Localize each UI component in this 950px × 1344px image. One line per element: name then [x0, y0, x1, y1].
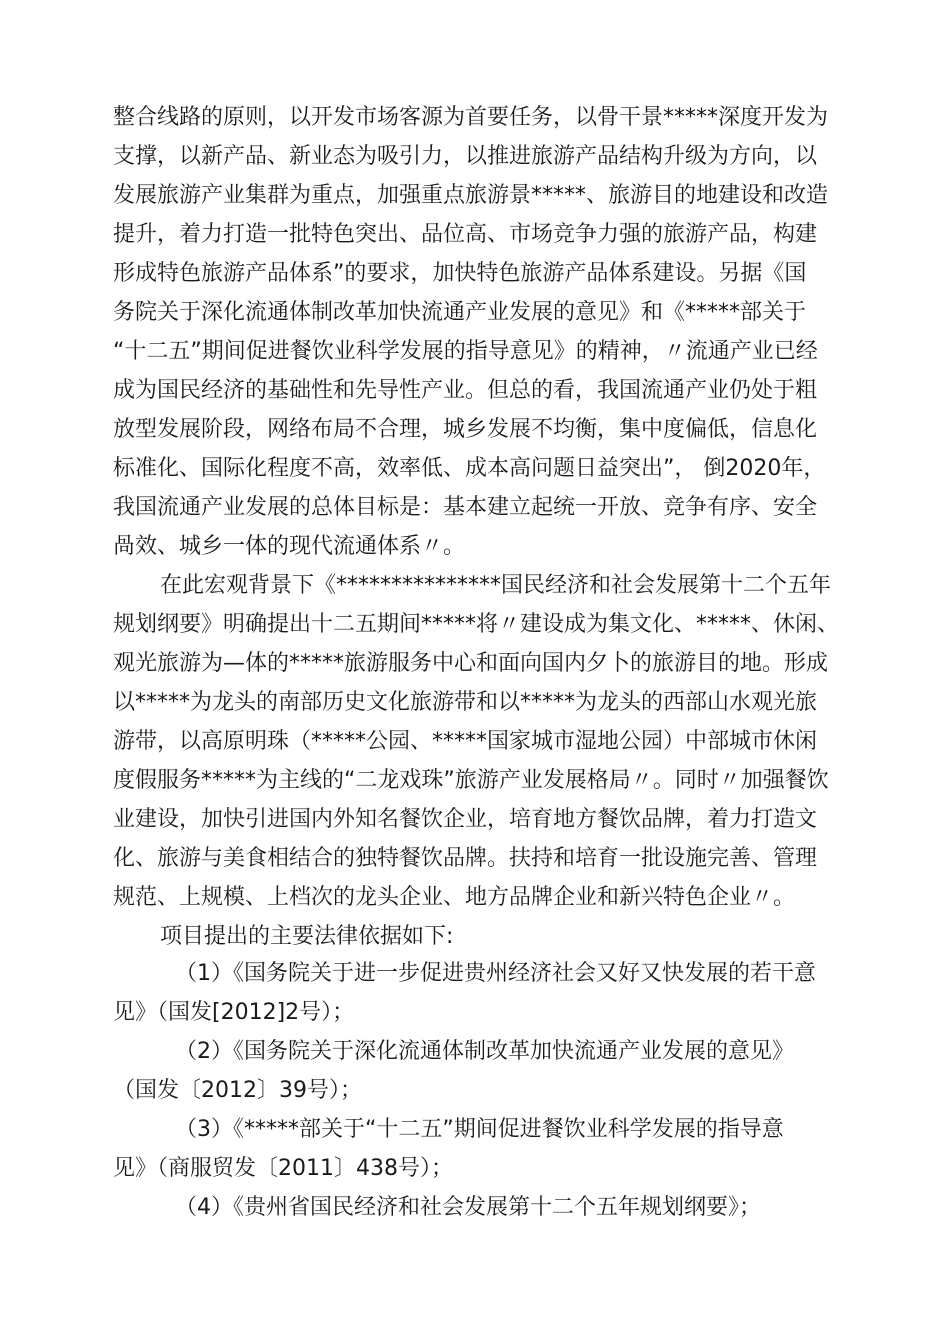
list-item-continuation: 见》（商服贸发〔2011〕438号）； [113, 1156, 453, 1181]
text-line: “十二五”期间促进餐饮业科学发展的指导意见》的精神，〃流通产业已经 [113, 339, 818, 364]
text-line: 务院关于深化流通体制改革加快流通产业发展的意见》和《*****部关于 [113, 300, 807, 325]
text-line: 以*****为龙头的南部历史文化旅游带和以*****为龙头的西部山水观光旅 [113, 690, 818, 715]
text-line: 整合线路的原则，以开发市场客源为首要任务，以骨干景*****深度开发为 [113, 105, 829, 130]
text-line: 度假服务*****为主线的“二龙戏珠”旅游产业发展格局〃。同时〃加强餐饮 [113, 768, 829, 793]
text-line: 形成特色旅游产品体系”的要求，加快特色旅游产品体系建设。另据《国 [113, 261, 807, 286]
text-line: 化、旅游与美食相结合的独特餐饮品牌。扶持和培育一批设施完善、管理 [113, 846, 818, 871]
text-line: 游带，以高原明珠（*****公园、*****国家城市湿地公园）中部城市休闲 [113, 729, 818, 754]
list-item: （1）《国务院关于进一步促进贵州经济社会又好又快发展的若干意 [175, 961, 816, 986]
text-line: 业建设，加快引进国内外知名餐饮企业，培育地方餐饮品牌，着力打造文 [113, 807, 818, 832]
list-item: （2）《国务院关于深化流通体制改革加快流通产业发展的意见》 [175, 1039, 794, 1064]
list-item: （3）《*****部关于“十二五”期间促进餐饮业科学发展的指导意 [175, 1117, 784, 1142]
list-intro: 项目提出的主要法律依据如下: [160, 924, 454, 949]
text-line: 观光旅游为—体的*****旅游服务中心和面向国内夕卜的旅游目的地。形成 [113, 651, 829, 676]
text-line: 规范、上规模、上档次的龙头企业、地方品牌企业和新兴特色企业〃。 [113, 885, 796, 910]
paragraph-first-line: 在此宏观背景下《***************国民经济和社会发展第十二个五年 [160, 573, 832, 598]
text-line: 我国流通产业发展的总体目标是：基本建立起统一开放、竞争有序、安全 [113, 495, 818, 520]
list-item-continuation: 见》（国发[2012]2号）； [113, 1000, 355, 1025]
text-line: 支撑，以新产品、新业态为吸引力，以推进旅游产品结构升级为方向，以 [113, 144, 818, 169]
text-line: 提升，着力打造一批特色突出、品位高、市场竞争力强的旅游产品，构建 [113, 222, 818, 247]
text-line: 发展旅游产业集群为重点，加强重点旅游景*****、旅游目的地建设和改造 [113, 183, 829, 208]
text-line: 放型发展阶段，网络布局不合理，城乡发展不均衡，集中度偏低，信息化 [113, 417, 818, 442]
list-item-continuation: （国发〔2012〕39号）； [113, 1078, 362, 1103]
text-line: 规划纲要》明确提出十二五期间*****将〃建设成为集文化、*****、休闲、 [113, 612, 840, 637]
list-item: （4）《贵州省国民经济和社会发展第十二个五年规划纲要》； [175, 1195, 761, 1220]
text-line: 标准化、国际化程度不高，效率低、成本高问题日益突出”， 倒2020年， [113, 456, 826, 481]
text-line: 咼效、城乡一体的现代流通体系〃。 [113, 534, 466, 559]
text-line: 成为国民经济的基础性和先导性产业。但总的看，我国流通产业仍处于粗 [113, 378, 818, 403]
